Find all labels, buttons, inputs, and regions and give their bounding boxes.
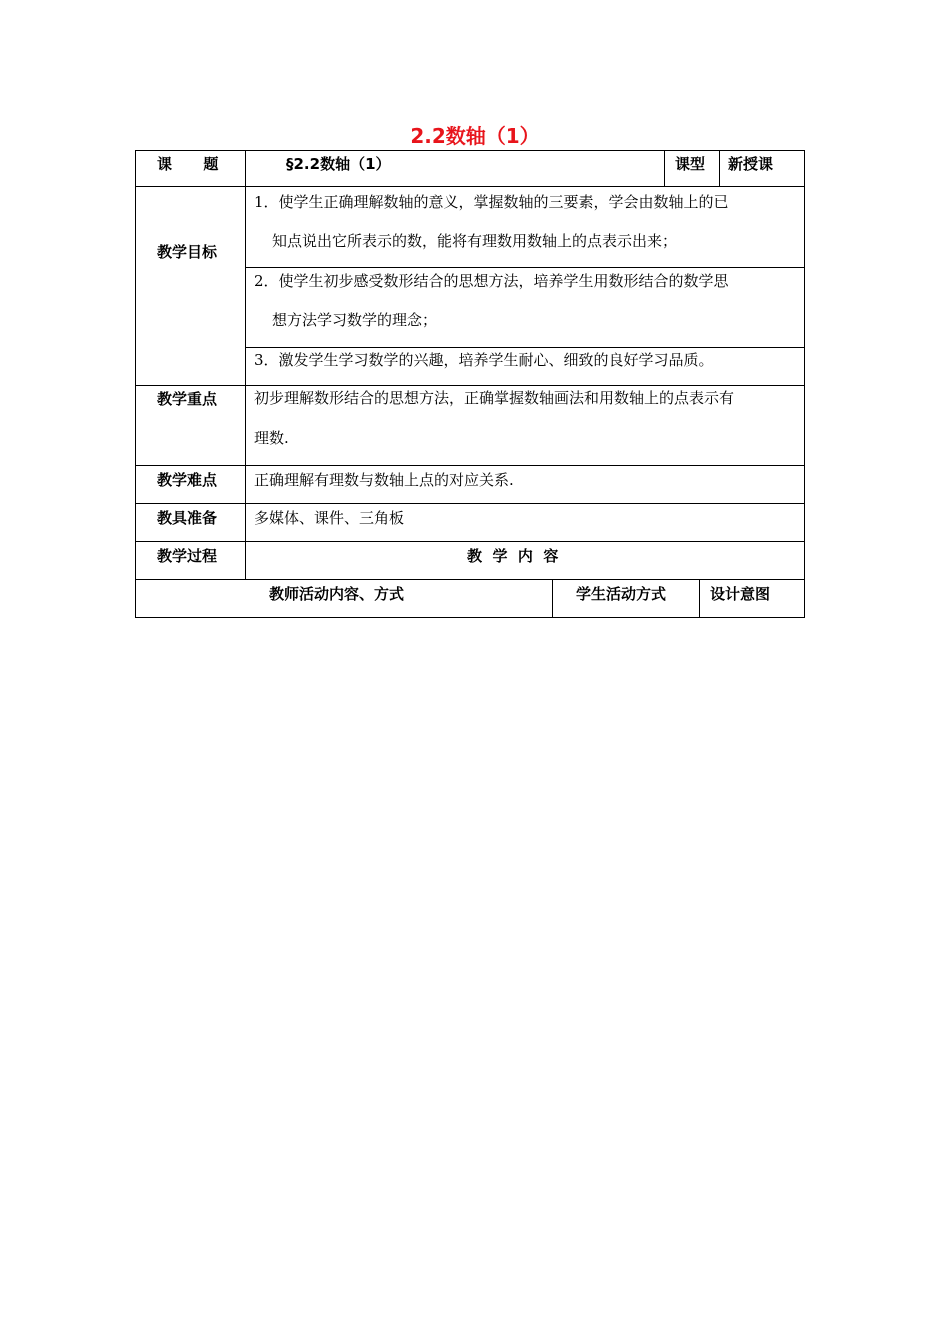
lesson-type-label: 课型 xyxy=(675,155,706,173)
objective-1-line1: 1．使学生正确理解数轴的意义，掌握数轴的三要素，学会由数轴上的已 xyxy=(254,193,729,211)
row-divider xyxy=(136,541,804,542)
topic-value: §2.2数轴（1） xyxy=(286,155,391,173)
teacher-activity-header: 教师活动内容、方式 xyxy=(269,585,405,603)
row-divider xyxy=(136,503,804,504)
difficulties-label: 教学难点 xyxy=(157,471,218,489)
column-divider xyxy=(664,151,665,186)
objective-1-line2: 知点说出它所表示的数，能将有理数用数轴上的点表示出来； xyxy=(272,232,678,250)
student-activity-header: 学生活动方式 xyxy=(576,585,667,603)
process-label: 教学过程 xyxy=(157,547,218,565)
tools-label: 教具准备 xyxy=(157,509,218,527)
lesson-plan-table xyxy=(135,150,805,618)
objective-2-line2: 想方法学习数学的理念； xyxy=(272,311,438,329)
page-title: 2.2数轴（1） xyxy=(410,124,540,148)
topic-label: 课 题 xyxy=(157,155,219,173)
difficulties-value: 正确理解有理数与数轴上点的对应关系. xyxy=(254,471,514,489)
row-divider xyxy=(136,465,804,466)
column-divider xyxy=(245,151,246,579)
design-intent-header: 设计意图 xyxy=(710,585,771,603)
key-points-line2: 理数. xyxy=(254,429,289,447)
column-divider xyxy=(552,579,553,617)
objective-3-line1: 3．激发学生学习数学的兴趣，培养学生耐心、细致的良好学习品质。 xyxy=(254,351,714,369)
tools-value: 多媒体、课件、三角板 xyxy=(254,509,405,527)
objectives-label: 教学目标 xyxy=(157,243,218,261)
column-divider xyxy=(699,579,700,617)
row-divider xyxy=(136,579,804,580)
key-points-label: 教学重点 xyxy=(157,390,218,408)
column-divider xyxy=(719,151,720,186)
lesson-type-value: 新授课 xyxy=(728,155,774,173)
objective-2-line1: 2．使学生初步感受数形结合的思想方法，培养学生用数形结合的数学思 xyxy=(254,272,729,290)
process-value: 教 学 内 容 xyxy=(467,547,559,565)
key-points-line1: 初步理解数形结合的思想方法，正确掌握数轴画法和用数轴上的点表示有 xyxy=(254,389,735,407)
